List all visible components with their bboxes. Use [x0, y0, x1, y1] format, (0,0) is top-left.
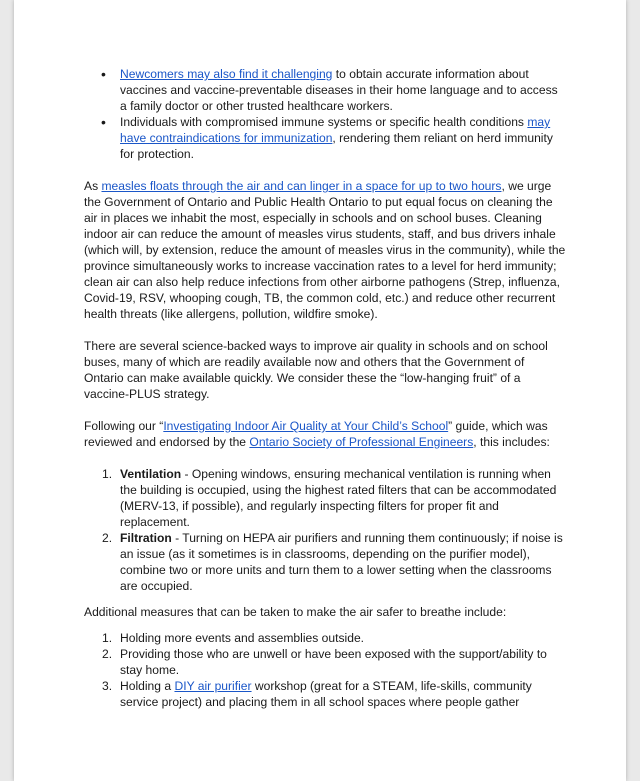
list-item-title: Ventilation	[120, 467, 182, 481]
numbered-list-measures	[84, 466, 566, 594]
list-item	[120, 66, 566, 114]
list-item	[120, 114, 566, 162]
numbered-list-additional	[84, 630, 566, 710]
list-item-text: Holding more events and assemblies outside.	[120, 631, 365, 645]
document-content	[84, 66, 566, 710]
paragraph-measles	[84, 178, 566, 322]
paragraph-following-guide	[84, 418, 566, 450]
list-item	[102, 678, 566, 710]
list-item-text: - Turning on HEPA air purifiers and running them continuously; if noise is an issue (as it sometimes is in classrooms, depending on the purifier model), combine two or more units and turn them to a lower setting when the classrooms are occupied.	[120, 531, 563, 593]
text: Following our “	[84, 419, 164, 433]
list-item-filtration	[102, 530, 566, 594]
indoor-air-quality-guide-link[interactable]: Investigating Indoor Air Quality at Your Child’s School	[163, 419, 449, 433]
bullet-text: to obtain accurate information about vaccines and vaccine-preventable diseases in their home language and to access a family doctor or other trusted healthcare workers.	[120, 67, 558, 113]
list-item	[102, 646, 566, 678]
list-number: 1.	[102, 467, 113, 481]
ospe-link[interactable]: Ontario Society of Professional Engineers	[249, 435, 474, 449]
contraindications-link[interactable]: may have contraindications for immunization	[120, 115, 551, 145]
list-number: 3.	[102, 679, 113, 693]
list-number: 2.	[102, 647, 113, 661]
list-item	[102, 630, 566, 646]
document-page	[14, 0, 626, 781]
paragraph-additional-measures: Additional measures that can be taken to make the air safer to breathe include:	[84, 605, 507, 619]
measles-floats-link[interactable]: measles floats through the air and can linger in a space for up to two hours	[101, 179, 502, 193]
list-item-text: workshop (great for a STEAM, life-skills, community service project) and placing them in all school spaces where people gather	[120, 679, 532, 709]
list-number: 1.	[102, 631, 113, 645]
bullet-list	[84, 66, 566, 162]
list-item-text: Holding a	[120, 679, 175, 693]
list-item-text: - Opening windows, ensuring mechanical ventilation is running when the building is occupied, using the highest rated filters that can be accommodated (MERV-13, if possible), and regularly inspecting filters for proper fit and replacement.	[120, 467, 557, 529]
list-number: 2.	[102, 531, 113, 545]
text: As	[84, 179, 102, 193]
diy-air-purifier-link[interactable]: DIY air purifier	[174, 679, 252, 693]
bullet-text: , rendering them reliant on herd immunity for protection.	[120, 131, 553, 161]
paragraph-science-backed: There are several science-backed ways to improve air quality in schools and on school buses, many of which are readily available now and others that the Government of Ontario can make available quickly. We consider these the “low-hanging fruit” of a vaccine-PLUS strategy.	[84, 339, 548, 401]
text: , we urge the Government of Ontario and Public Health Ontario to put equal focus on cleaning the air in places we inhabit the most, especially in schools and on school buses. Cleaning indoor air can reduce the amount of measles virus students, staff, and bus drivers inhale (which will, by extension, reduce the amount of measles virus in the community), while the province simultaneously works to increase vaccination rates to a level for herd immunity; clean air can also help reduce infections from other airborne pathogens (Strep, influenza, Covid-19, RSV, whooping cough, TB, the common cold, etc.) and reduce other recurrent health threats (like allergens, pollution, wildfire smoke).	[84, 179, 566, 321]
text: , this includes:	[473, 435, 550, 449]
list-item-text: Providing those who are unwell or have been exposed with the support/ability to stay home.	[120, 647, 547, 677]
bullet-text: Individuals with compromised immune systems or specific health conditions	[120, 115, 528, 129]
list-item-title: Filtration	[120, 531, 172, 545]
text: ” guide, which was reviewed and endorsed by the	[84, 419, 548, 449]
newcomers-link[interactable]: Newcomers may also find it challenging	[120, 67, 333, 81]
list-item-ventilation	[102, 466, 566, 530]
